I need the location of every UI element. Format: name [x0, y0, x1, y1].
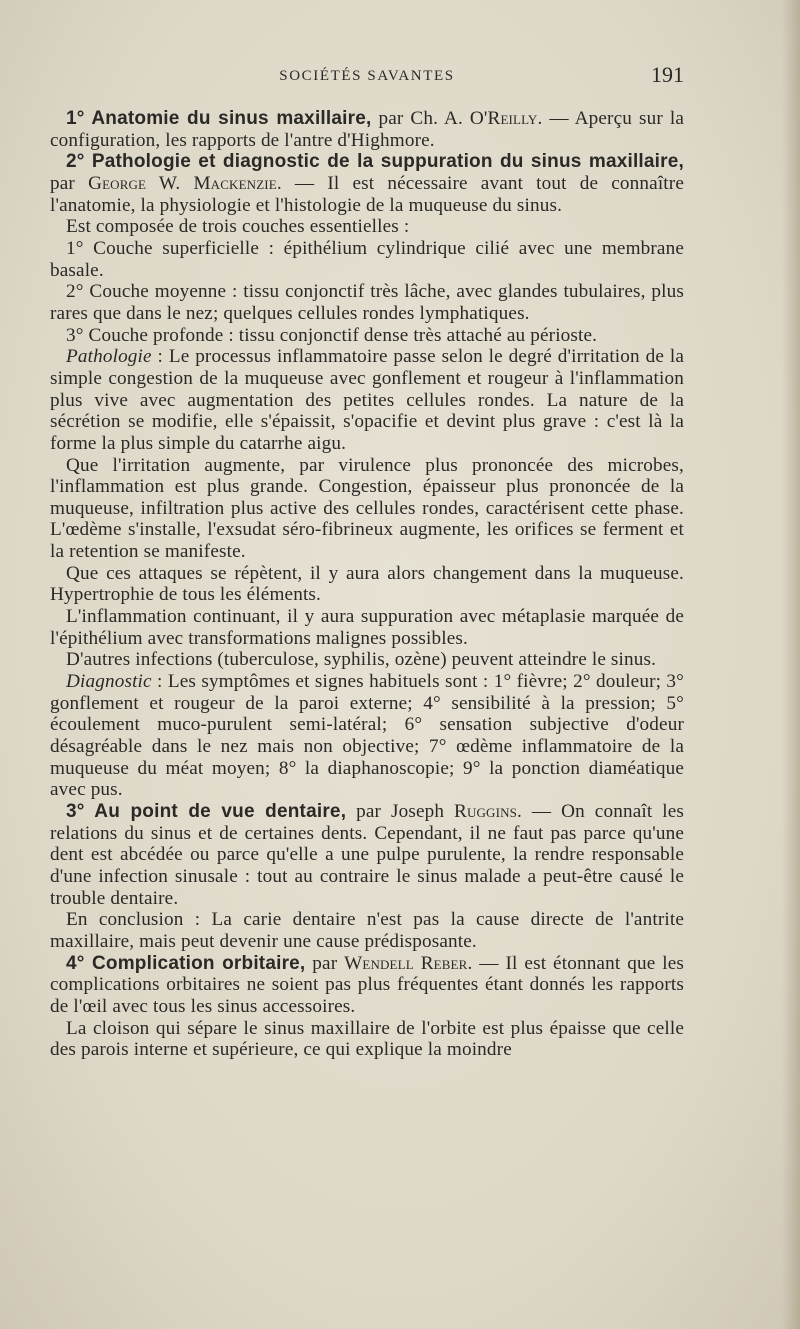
- section-1-text: . — Aperçu sur la configuration, les rapports de l'antre d'Highmore.: [50, 108, 684, 151]
- page-number: 191: [651, 62, 684, 87]
- section-1-author: Reilly: [487, 108, 538, 129]
- section-2-author: George W. Mackenzie: [88, 172, 277, 194]
- section-4-author-prefix: par: [305, 952, 345, 974]
- layer-1: 1° Couche superficielle : épithélium cylindrique cilié avec une membrane basale.: [50, 237, 684, 281]
- layers-intro: Est composée de trois couches essentielles :: [66, 216, 410, 238]
- pathology-label: Pathologie: [66, 346, 152, 368]
- section-4-title: 4° Complication orbitaire,: [66, 952, 306, 974]
- section-3-author: Ruggins: [454, 801, 517, 822]
- section-3-paragraph: [50, 801, 684, 909]
- page-header: [50, 62, 684, 92]
- section-3-title: 3° Au point de vue dentaire,: [66, 801, 347, 822]
- infections-paragraph: D'autres infections (tuberculose, syphilis, ozène) peuvent atteindre le sinus.: [66, 649, 657, 671]
- irritation-paragraph: Que l'irritation augmente, par virulence plus prononcée des microbes, l'inflammation est plus grande. Congestion, épaisseur plus prononcée de la muqueuse, infiltration plus active des cellules rondes, caractérisent cette phase. L'œdème s'installe, l'exsudat séro-fibrineux augmente, les orifices se ferment et la retention se manifeste.: [50, 454, 684, 563]
- section-1-author-prefix: par Ch. A. O': [371, 108, 488, 129]
- diagnostic-label: Diagnostic: [66, 671, 152, 693]
- section-1-paragraph: [50, 108, 684, 151]
- section-2-paragraph: [50, 151, 684, 216]
- diagnostic-text: : Les symptômes et signes habituels sont : 1° fièvre; 2° douleur; 3° gonflement et rougeur de la paroi externe; 4° sensibilité à la pression; 5° écoulement muco-purulent semi-latéral; 6° sensation subjective d'odeur désagréable dans le nez mais non objective; 7° œdème inflammatoire de la muqueuse du méat moyen; 8° la diaphanoscopie; 9° la ponction diaméatique avec pus.: [50, 671, 684, 801]
- section-2-text: . — Il est nécessaire avant tout de connaître l'anatomie, la physiologie et l'histologie de la muqueuse du sinus.: [50, 172, 684, 216]
- repeat-paragraph: Que ces attaques se répètent, il y aura alors changement dans la muqueuse. Hypertrophie de tous les éléments.: [50, 562, 684, 606]
- running-head: SOCIÉTÉS SAVANTES: [279, 68, 455, 84]
- section-4-author: Wendell Reber: [344, 952, 468, 974]
- section-4-text: . — Il est étonnant que les complications orbitaires ne soient pas plus fréquentes étant donnés les rapports de l'œil avec tous les sinus accessoires.: [50, 952, 684, 1017]
- section-3-author-prefix: par Joseph: [346, 801, 455, 822]
- layer-3: 3° Couche profonde : tissu conjonctif dense très attaché au périoste.: [66, 324, 598, 346]
- page-edge-shadow: [782, 0, 800, 1329]
- diagnostic-paragraph: [50, 671, 684, 801]
- section-2-author-prefix: par: [50, 172, 89, 194]
- section-4-paragraph: [50, 953, 684, 1018]
- conclusion-paragraph: En conclusion : La carie dentaire n'est pas la cause directe de l'antrite maxillaire, mais peut devenir une cause prédisposante.: [50, 909, 684, 952]
- pathology-text: : Le processus inflammatoire passe selon le degré d'irritation de la simple congestion de la muqueuse avec gonflement et rougeur à l'inflammation plus vive avec augmentation des petites cellules rondes. La nature de la sécrétion se modifie, elle s'épaissit, s'opacifie et devint plus grave : c'est là la forme la plus simple du catarrhe aigu.: [50, 346, 684, 454]
- pathology-paragraph: [50, 346, 684, 454]
- section-1-title: 1° Anatomie du sinus maxillaire,: [66, 108, 372, 129]
- cloison-paragraph: La cloison qui sépare le sinus maxillaire de l'orbite est plus épaisse que celle des parois interne et supérieure, ce qui explique la moindre: [50, 1017, 684, 1061]
- section-3-text: . — On connaît les relations du sinus et de certaines dents. Cependant, il ne faut pas parce qu'une dent est abcédée ou parce qu'elle a une pulpe purulente, la rendre responsable d'une infection sinusale : tout au contraire le sinus malade a peut-être causé le trouble dentaire.: [50, 801, 685, 909]
- article-body: [50, 108, 684, 1061]
- section-2-title: 2° Pathologie et diagnostic de la suppuration du sinus maxillaire,: [66, 151, 684, 173]
- suppuration-paragraph: L'inflammation continuant, il y aura suppuration avec métaplasie marquée de l'épithélium avec transformations malignes possibles.: [50, 606, 684, 649]
- layer-2: 2° Couche moyenne : tissu conjonctif très lâche, avec glandes tubulaires, plus rares que dans le nez; quelques cellules rondes lymphatiques.: [50, 281, 684, 324]
